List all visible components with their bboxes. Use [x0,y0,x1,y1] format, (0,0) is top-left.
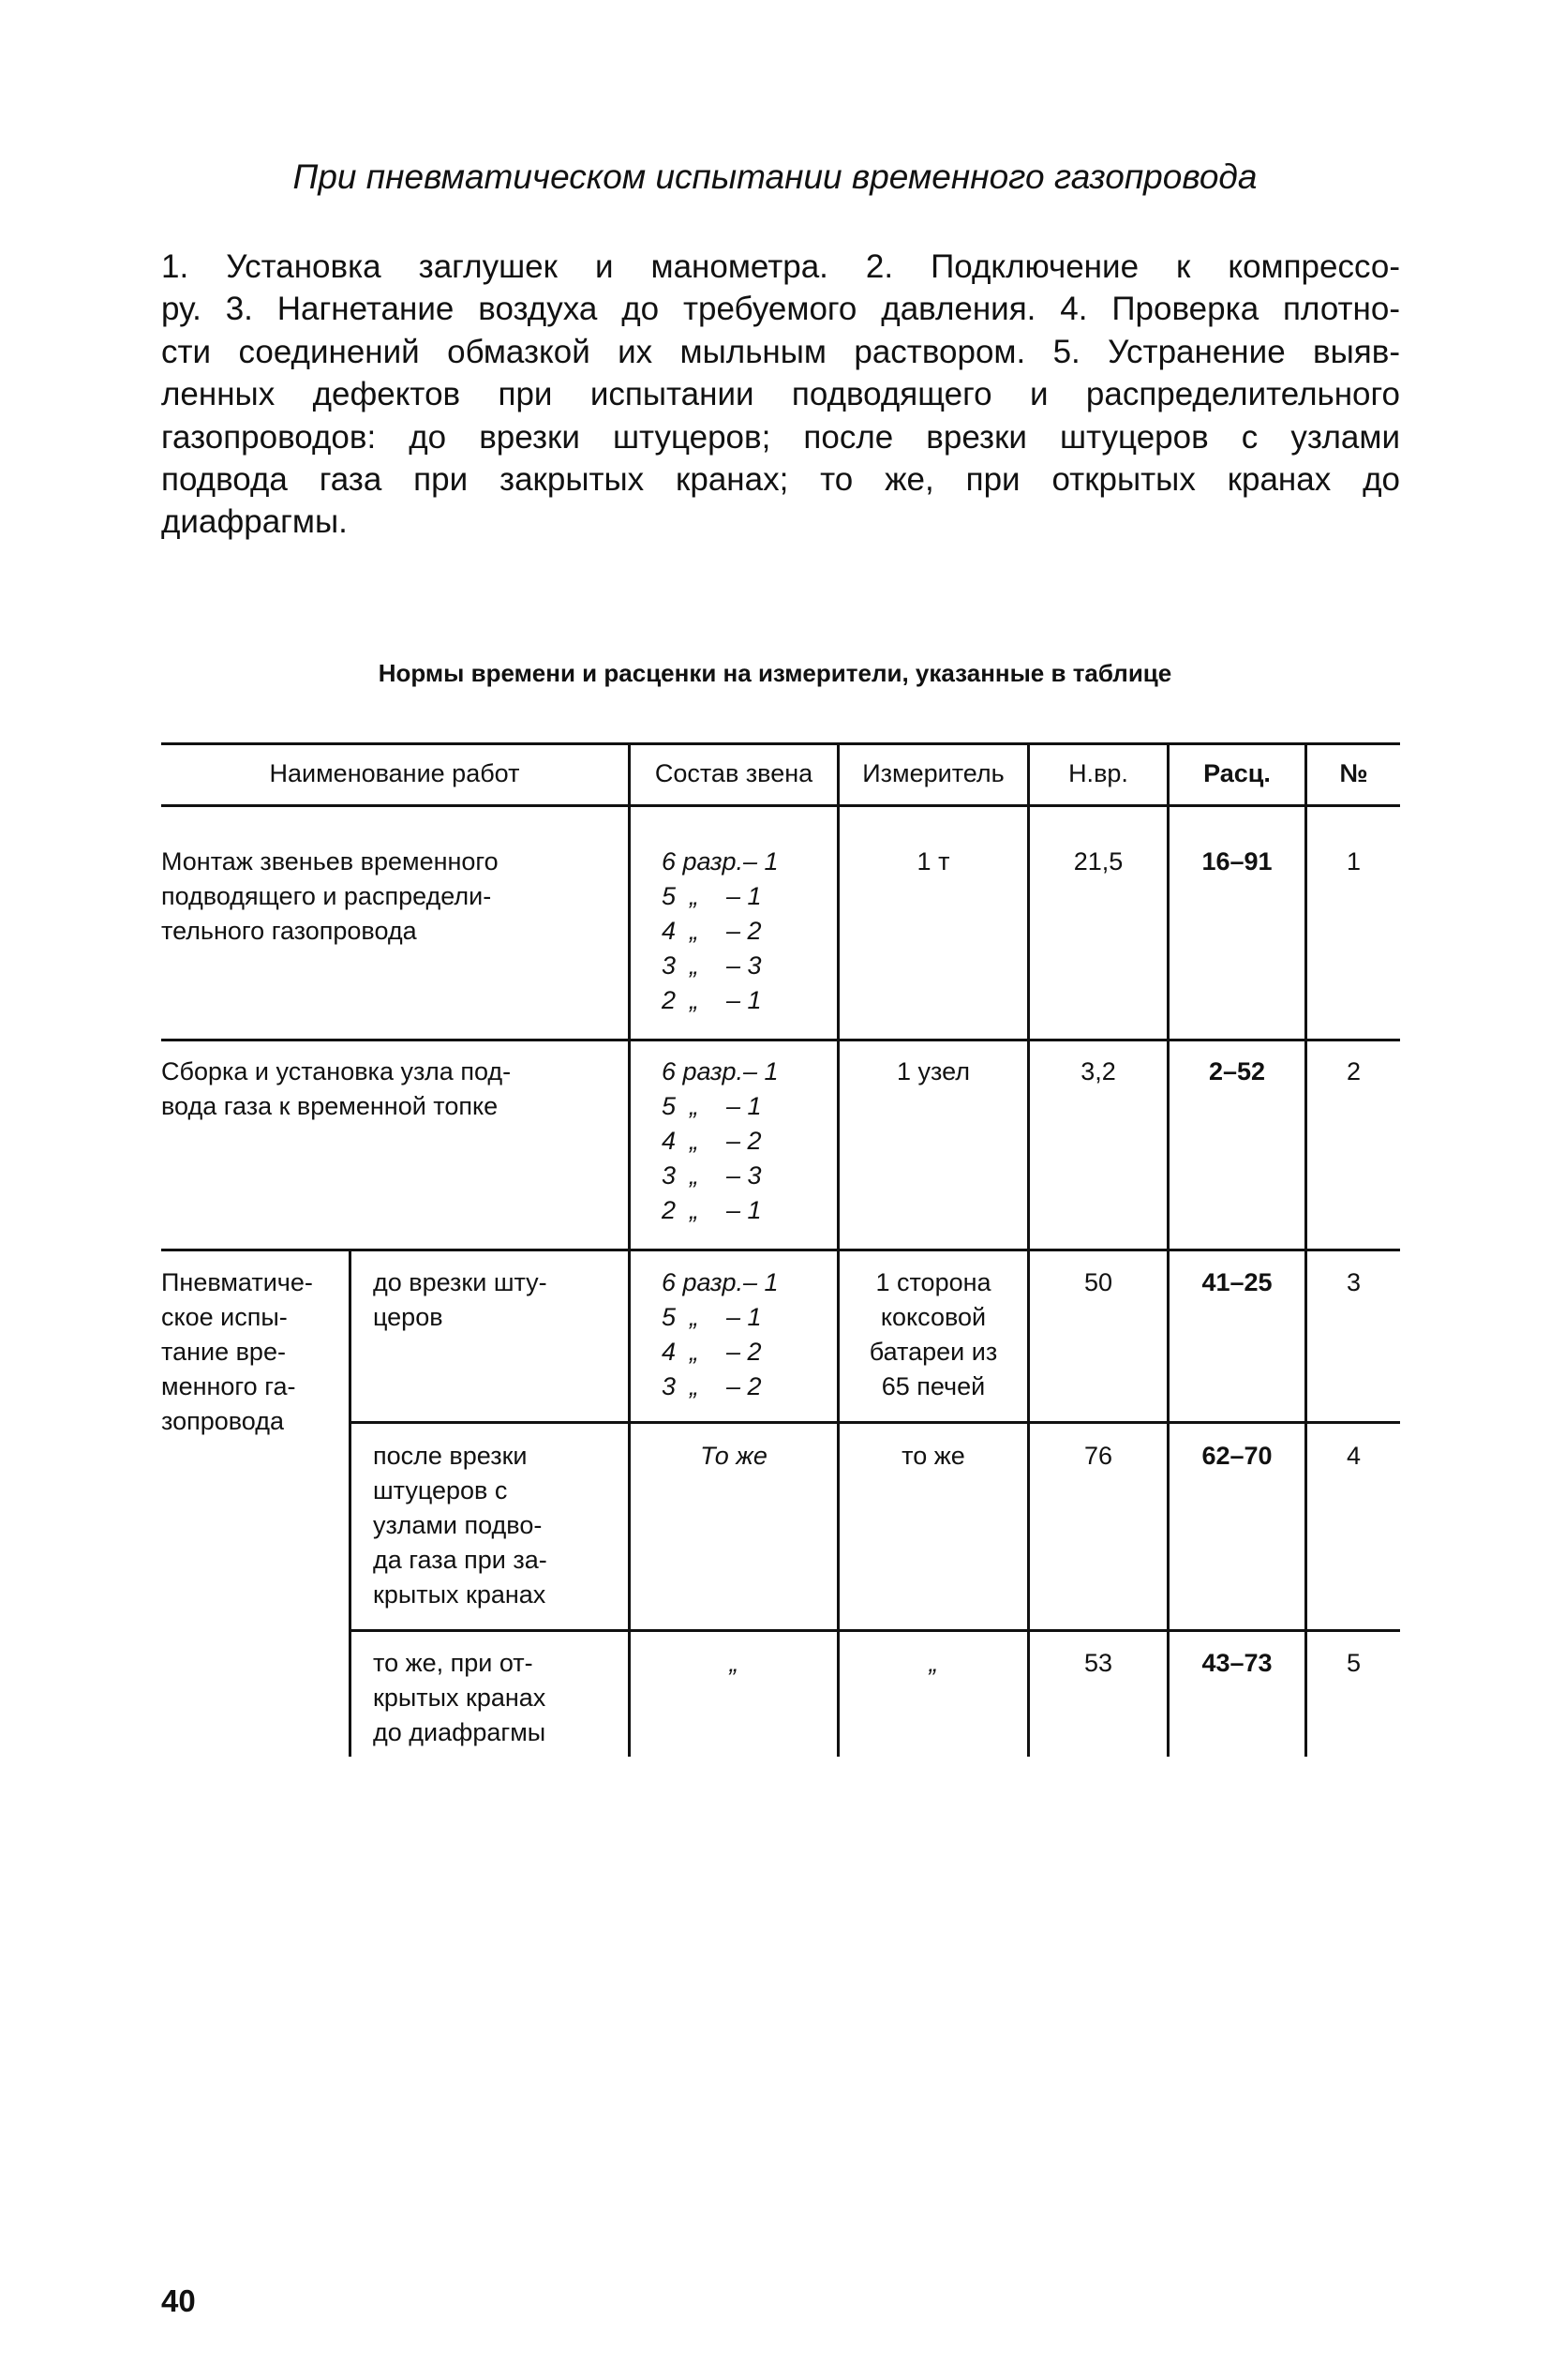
work-line: после врезки [373,1442,528,1470]
table-rule-subrow [349,1421,1400,1424]
crew-line: 5 „ – 1 [662,1092,762,1120]
row5-crew: „ [729,1649,738,1677]
row1-crew [662,845,779,1018]
table-rule-col [628,742,631,1757]
page-number: 40 [161,2283,196,2318]
header-unit: Измеритель [862,759,1005,787]
row4-time: 76 [1083,1442,1113,1470]
row5-unit: „ [929,1649,938,1677]
crew-line: 4 „ – 2 [662,917,762,945]
row3-time: 50 [1083,1268,1113,1296]
work-line: до диафрагмы [373,1718,546,1746]
crew-line: 5 „ – 1 [662,1303,762,1331]
group-label-line: менного га- [161,1372,296,1400]
row2-unit: 1 узел [897,1057,970,1085]
row2-rate: 2–52 [1208,1057,1266,1085]
paragraph-line: подвода газа при закрытых кранах; то же, при открытых кранах до [161,461,1400,499]
row5-time: 53 [1083,1649,1113,1677]
row1-number: 1 [1346,847,1362,876]
unit-line: коксовой [880,1303,987,1331]
paragraph-line: газопроводов: до врезки штуцеров; после врезки штуцеров с узлами [161,418,1400,456]
work-line: церов [373,1303,443,1331]
row5-work [373,1646,626,1750]
row4-work [373,1439,626,1612]
section-heading: При пневматическом испытании временного газопровода [292,157,1258,196]
row5-rate: 43–73 [1201,1649,1273,1677]
work-line: штуцеров с [373,1476,508,1504]
table-rule-col [837,742,840,1757]
group-label [161,1265,345,1439]
row3-work [373,1265,626,1335]
crew-line: 6 разр.– 1 [662,1268,779,1296]
header-work: Наименование работ [269,759,520,787]
row2-crew [662,1055,779,1228]
row1-rate: 16–91 [1201,847,1273,876]
crew-line: 3 „ – 3 [662,1161,762,1190]
table-rule-row [161,1039,1400,1041]
unit-line: 65 печей [881,1372,986,1400]
paragraph-line: 1. Установка заглушек и манометра. 2. Подключение к компрессо- [161,248,1400,285]
group-label-line: тание вре- [161,1338,286,1366]
work-line: крытых кранах [373,1684,546,1712]
unit-line: 1 сторона [875,1268,991,1296]
paragraph-line: ленных дефектов при испытании подводящего и распределительного [161,376,1400,413]
row1-time: 21,5 [1073,847,1124,876]
row4-crew: То же [700,1442,768,1470]
crew-line: 6 разр.– 1 [662,847,779,876]
row3-crew [662,1265,779,1404]
work-line: Сборка и установка узла под- [161,1057,512,1085]
header-crew: Состав звена [654,759,813,787]
header-time: Н.вр. [1068,759,1128,787]
header-rate: Расц. [1203,759,1271,787]
row5-number: 5 [1346,1649,1362,1677]
row2-number: 2 [1346,1057,1362,1085]
crew-line: 3 „ – 3 [662,951,762,980]
table-rule-top [161,742,1400,745]
group-label-line: зопровода [161,1407,284,1435]
crew-line: 5 „ – 1 [662,882,762,910]
work-line: крытых кранах [373,1580,546,1609]
work-line: узлами подво- [373,1511,543,1539]
row2-time: 3,2 [1081,1057,1116,1085]
table-rule-row [161,1249,1400,1251]
crew-line: 2 „ – 1 [662,986,762,1014]
table-rule-header [161,804,1400,807]
group-label-line: Пневматиче- [161,1268,313,1296]
paragraph-line: диафрагмы. [161,503,348,541]
crew-line: 2 „ – 1 [662,1196,762,1224]
row4-unit: то же [902,1442,965,1470]
work-line: да газа при за- [373,1546,547,1574]
table-rule-col [1167,742,1170,1757]
table-rule-group [349,1249,351,1757]
row3-number: 3 [1346,1268,1362,1296]
work-line: Монтаж звеньев временного [161,847,499,876]
work-line: тельного газопровода [161,917,417,945]
row4-rate: 62–70 [1201,1442,1273,1470]
paragraph-line: ру. 3. Нагнетание воздуха до требуемого давления. 4. Проверка плотно- [161,291,1400,328]
work-line: то же, при от- [373,1649,533,1677]
paragraph-line: сти соединений обмазкой их мыльным раствором. 5. Устранение выяв- [161,333,1400,370]
row1-unit: 1 т [917,847,950,876]
work-line: подводящего и распредели- [161,882,492,910]
table-rule-subrow [349,1629,1400,1632]
unit-line: батареи из [869,1338,998,1366]
row1-work [161,845,620,949]
work-line: до врезки шту- [373,1268,547,1296]
table-rule-col [1304,742,1307,1757]
crew-line: 3 „ – 2 [662,1372,762,1400]
crew-line: 6 разр.– 1 [662,1057,779,1085]
header-number: № [1339,759,1368,787]
table-title: Нормы времени и расценки на измерители, указанные в таблице [378,659,1172,687]
row3-unit [840,1265,1027,1404]
group-label-line: ское испы- [161,1303,288,1331]
crew-line: 4 „ – 2 [662,1338,762,1366]
row3-rate: 41–25 [1201,1268,1273,1296]
work-line: вода газа к временной топке [161,1092,499,1120]
row4-number: 4 [1346,1442,1362,1470]
crew-line: 4 „ – 2 [662,1127,762,1155]
row2-work [161,1055,620,1124]
table-rule-col [1027,742,1030,1757]
